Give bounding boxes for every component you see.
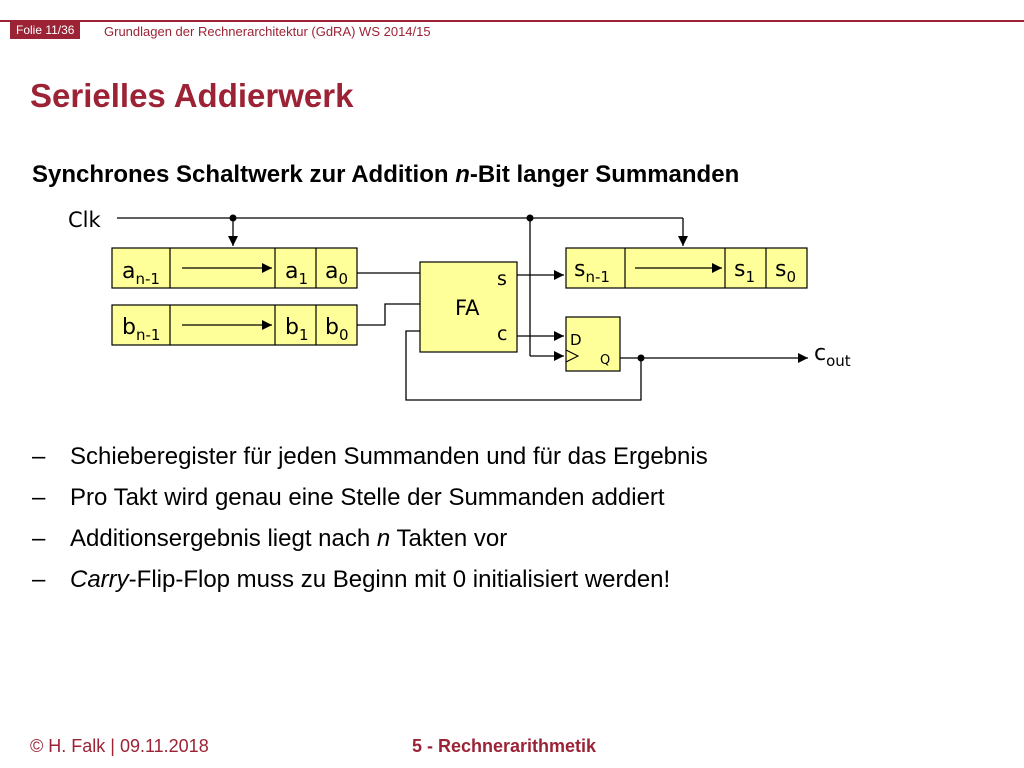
reg-a-bit1-sub: 1: [298, 270, 309, 288]
reg-a-bit1-label: a: [285, 259, 299, 284]
svg-text:Q: [600, 353, 610, 368]
reg-a-bit0-label: a: [325, 259, 339, 284]
reg-s-bit1-label: s: [734, 257, 746, 282]
svg-text:c: [497, 323, 507, 345]
reg-s-bit1-sub: 1: [745, 268, 756, 286]
page-title: Serielles Addierwerk: [30, 77, 354, 114]
fa-carry-output-label: c: [497, 323, 508, 345]
fa-label: FA: [455, 296, 480, 320]
reg-b-high-label: b: [122, 315, 136, 340]
subtitle-part1: Synchrones Schaltwerk zur Addition: [32, 161, 456, 188]
reg-b-bit1-sub: 1: [298, 326, 309, 344]
reg-b-bit1-label: b: [285, 315, 299, 340]
bullet-item: – Schieberegister für jeden Summanden und für das Ergebnis: [32, 443, 708, 470]
clk-label: Clk: [68, 208, 101, 232]
svg-text:FA: [455, 296, 480, 320]
slide-number-badge: Folie 11/36: [10, 21, 80, 39]
svg-text:cout: [814, 341, 851, 370]
reg-a-high-label: a: [122, 259, 136, 284]
wire-b0-to-fa: [357, 304, 420, 325]
course-title: Grundlagen der Rechnerarchitektur (GdRA) WS 2014/15: [104, 24, 431, 39]
ff-q-label: Q: [600, 353, 611, 368]
cout-label: c: [814, 341, 827, 366]
svg-text:D: [570, 331, 582, 349]
svg-text:Clk: [68, 208, 101, 232]
bullet-item: – Pro Takt wird genau eine Stelle der Summanden addiert: [32, 484, 665, 511]
footer-author-date: © H. Falk | 09.11.2018: [30, 736, 209, 756]
reg-b-bit0-sub: 0: [338, 326, 349, 344]
reg-s-bit0-sub: 0: [786, 268, 797, 286]
reg-s-high-sub: n-1: [585, 268, 610, 286]
ff-d-label: D: [570, 331, 582, 349]
bullet-item: – Carry-Flip-Flop muss zu Beginn mit 0 initialisiert werden!: [32, 566, 671, 593]
footer-chapter: 5 - Rechnerarithmetik: [412, 736, 597, 756]
reg-s-high-label: s: [574, 257, 586, 282]
bullet-list: [32, 436, 708, 600]
reg-a-high-sub: n-1: [135, 270, 160, 288]
bullet-item: – Additionsergebnis liegt nach n Takten vor: [32, 525, 508, 552]
reg-b-bit0-label: b: [325, 315, 339, 340]
subtitle-part2: -Bit langer Summanden: [469, 161, 740, 188]
svg-text:s: [497, 268, 507, 290]
reg-b-high-sub: n-1: [135, 326, 161, 344]
subtitle-italic: n: [455, 161, 470, 188]
fa-sum-output-label: s: [497, 268, 507, 290]
reg-s-bit0-label: s: [775, 257, 787, 282]
cout-sub: out: [826, 352, 851, 370]
reg-a-bit0-sub: 0: [338, 270, 349, 288]
